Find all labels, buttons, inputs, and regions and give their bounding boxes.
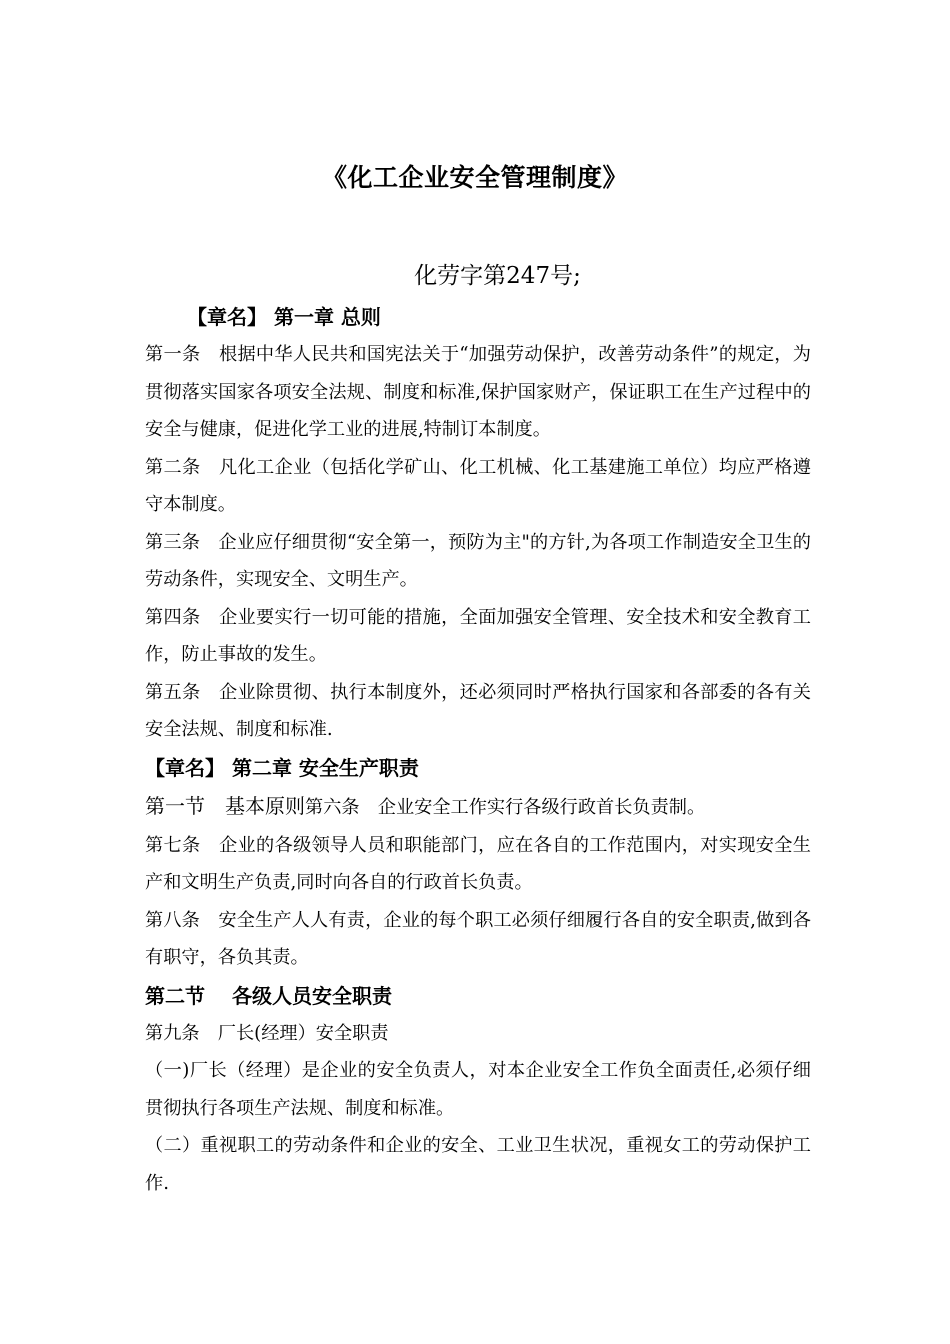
chapter-name: 第一章 总则 [273, 305, 381, 329]
article-3: 第三条 企业应仔细贯彻“安全第一，预防为主"的方针,为各项工作制造安全卫生的劳动条件，实现安全、文明生产。 [145, 531, 811, 590]
article-2: 第二条 凡化工企业（包括化学矿山、化工机械、化工基建施工单位）均应严格遵守本制度。 [145, 456, 811, 515]
section-1-label: 第一节 基本原则 [145, 793, 305, 818]
document-number: 化劳字第247号; [414, 263, 581, 289]
article-5: 第五条 企业除贯彻、执行本制度外，还必须同时严格执行国家和各部委的各有关安全法规、制度和标准. [145, 681, 811, 740]
document-title: 《化工企业安全管理制度》 [321, 163, 628, 192]
chapter-tag: 【章名】 [145, 755, 225, 780]
article-9: 第九条 厂长(经理）安全职责 [145, 1022, 389, 1044]
article-1: 第一条 根据中华人民共和国宪法关于“加强劳动保护，改善劳动条件”的规定，为贯彻落实国家各项安全法规、制度和标准,保护国家财产，保证职工在生产过程中的安全与健康，促进化学工业的进展,特制订本制度。 [145, 344, 811, 440]
section-1-line [145, 787, 811, 827]
list-item-1: （一)厂长（经理）是企业的安全负责人，对本企业安全工作负全面责任,必须仔细贯彻执行各项生产法规、制度和标准。 [145, 1060, 811, 1119]
section-2-heading: 第二节 各级人员安全职责 [145, 983, 392, 1008]
list-item-2: （二）重视职工的劳动条件和企业的安全、工业卫生状况，重视女工的劳动保护工作. [145, 1135, 811, 1194]
chapter-tag: 【章名】 [187, 305, 267, 329]
article-7: 第七条 企业的各级领导人员和职能部门，应在各自的工作范围内，对实现安全生产和文明生产负责,同时向各自的行政首长负责。 [145, 834, 811, 893]
document-body [145, 298, 811, 1202]
article-4: 第四条 企业要实行一切可能的措施，全面加强安全管理、安全技术和安全教育工作，防止事故的发生。 [145, 606, 811, 665]
article-6: 第六条 企业安全工作实行各级行政首长负责制。 [305, 796, 706, 818]
chapter-name: 第二章 安全生产职责 [231, 755, 419, 780]
chapter-heading-1 [145, 298, 811, 336]
article-8: 第八条 安全生产人人有责，企业的每个职工必须仔细履行各自的安全职责,做到各有职守，各负其责。 [145, 909, 811, 968]
chapter-heading-2 [145, 749, 811, 787]
